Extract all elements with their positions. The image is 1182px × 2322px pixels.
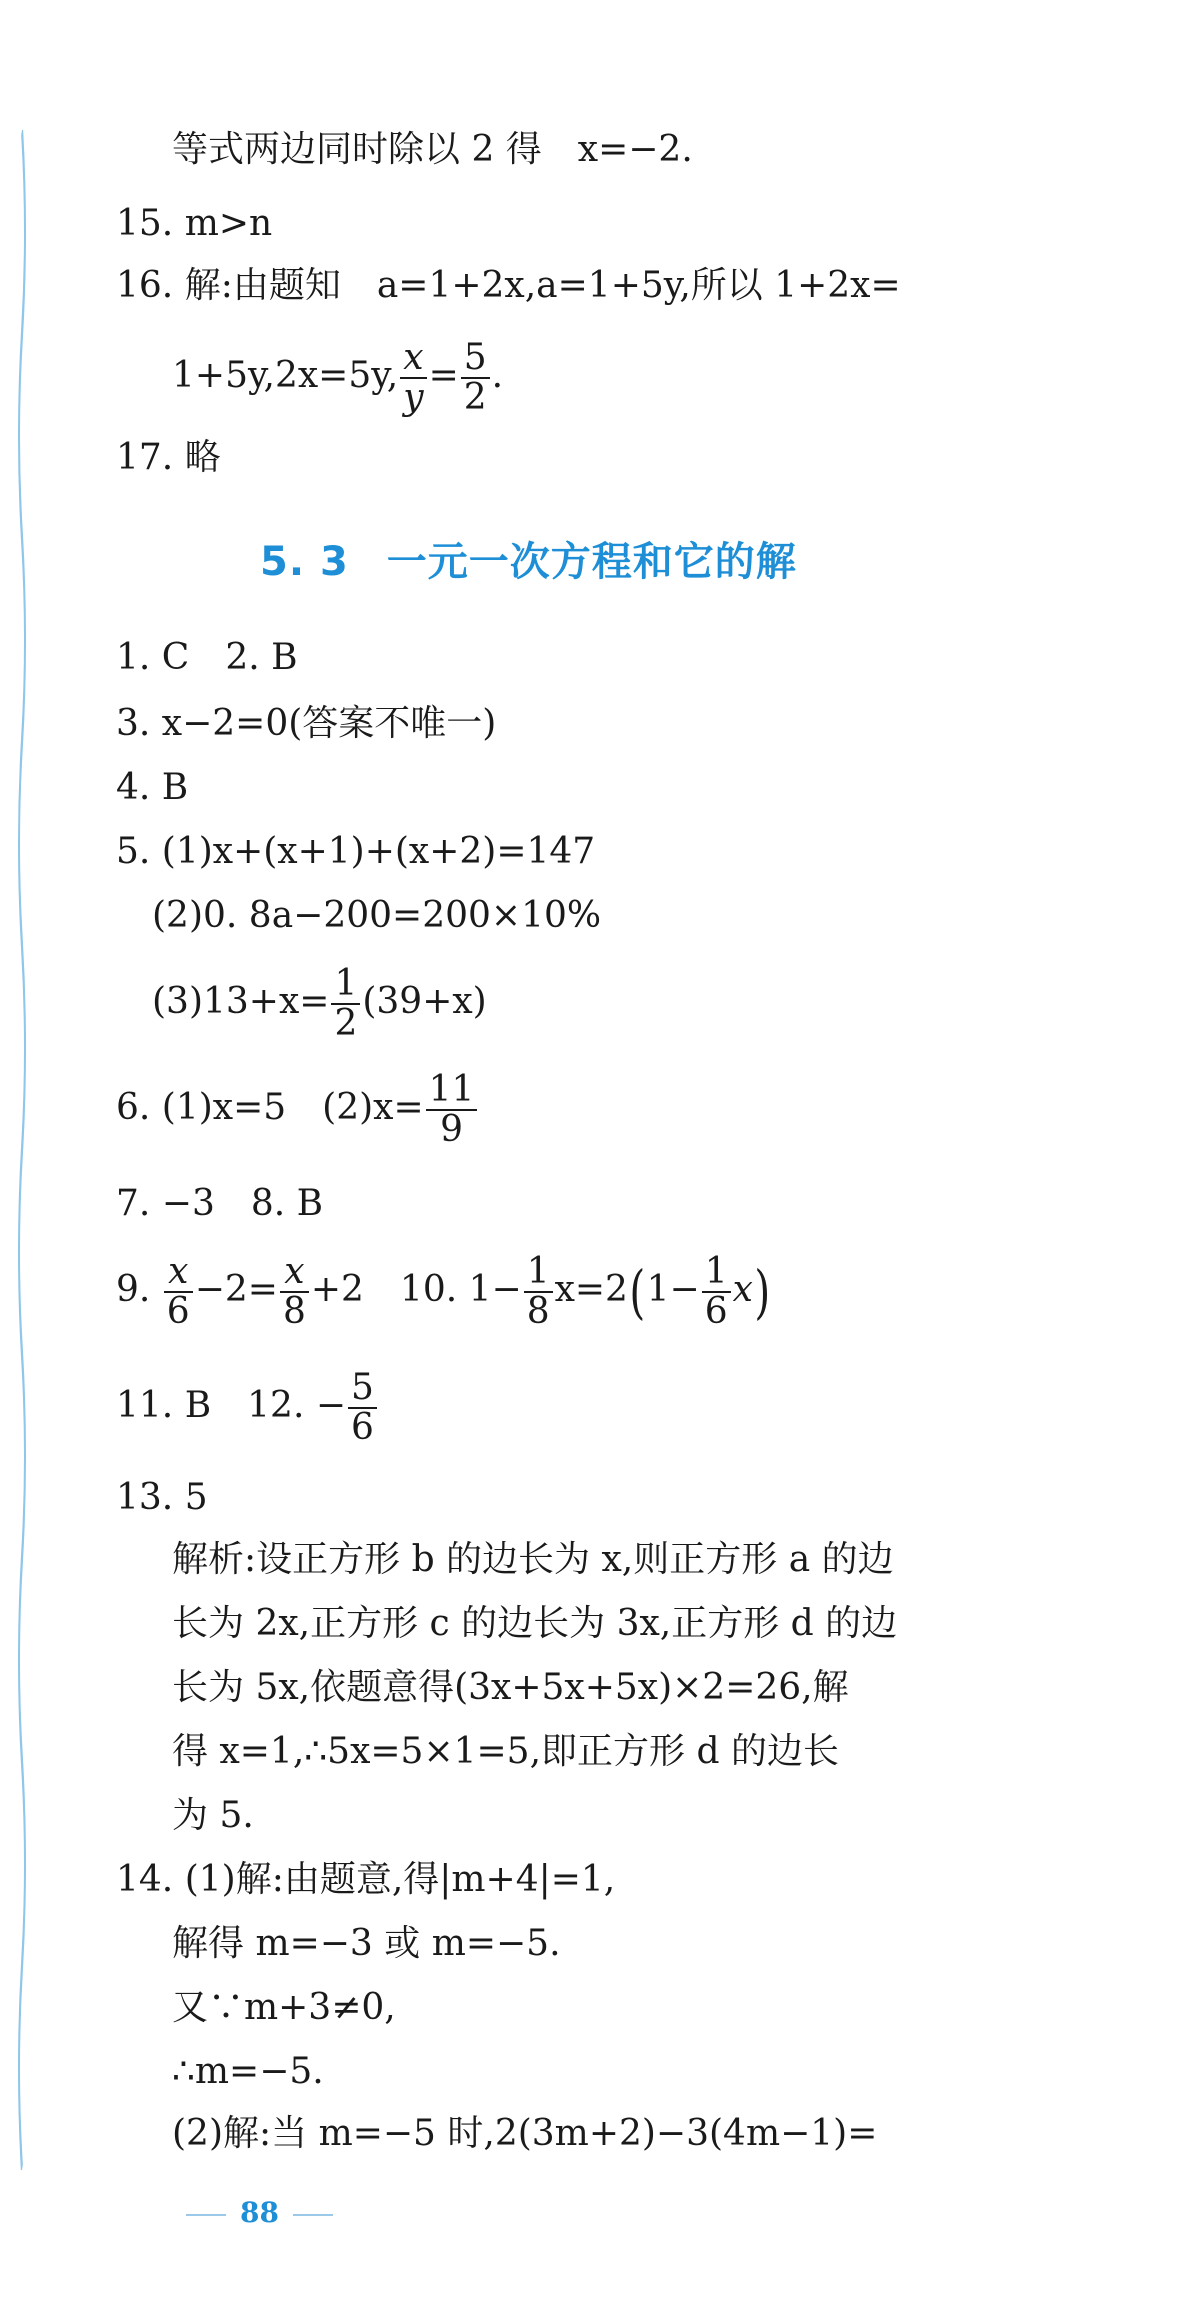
fraction-numerator: x [280, 1253, 309, 1293]
answer-14-3: 又∵m+3≠0, [172, 1987, 396, 2028]
fraction [331, 965, 360, 1043]
footer-dash-left [186, 2214, 226, 2216]
big-paren-left: ( [629, 1258, 646, 1326]
explanation-line-3: 长为 5x,依题意得(3x+5x+5x)×2=26,解 [172, 1667, 849, 1708]
fraction [164, 1253, 193, 1331]
answer-14-5: (2)解:当 m=−5 时,2(3m+2)−3(4m−1)= [172, 2113, 878, 2154]
answer-15: 15. m>n [116, 203, 273, 244]
answer-14-2: 解得 m=−3 或 m=−5. [172, 1923, 561, 1964]
answer-6 [116, 1062, 479, 1154]
answer-17: 17. 略 [116, 437, 221, 478]
footer-dash-right [293, 2214, 333, 2216]
fraction [426, 1071, 478, 1149]
fraction [400, 339, 426, 417]
fraction-denominator: 9 [440, 1109, 463, 1150]
big-paren-right: ) [754, 1258, 771, 1326]
fraction-denominator: 2 [334, 1003, 358, 1044]
fraction-denominator: 6 [351, 1407, 374, 1448]
fraction-numerator: 5 [348, 1369, 377, 1409]
answer-5-3 [152, 956, 487, 1048]
explanation-line-4: 得 x=1,∴5x=5×1=5,即正方形 d 的边长 [172, 1731, 839, 1772]
answer-5-2: (2)0. 8a−200=200×10% [152, 895, 602, 936]
binding-decoration [14, 130, 30, 2170]
page-number: 88 [240, 2196, 279, 2229]
fraction-numerator: x [164, 1253, 193, 1293]
text-segment: 1− [646, 1269, 700, 1310]
text-segment: x [732, 1269, 753, 1310]
text-segment: 11. B 12. − [116, 1385, 347, 1426]
fraction-numerator: 5 [461, 339, 490, 379]
answer-13: 13. 5 [116, 1477, 208, 1518]
fraction-numerator: 1 [331, 965, 360, 1005]
fraction [461, 339, 490, 417]
fraction-numerator: x [400, 339, 426, 379]
answer-7-8: 7. −3 8. B [116, 1183, 324, 1224]
text-segment: = [428, 355, 459, 396]
answer-1-2: 1. C 2. B [116, 637, 298, 678]
answer-9-10 [116, 1244, 772, 1336]
fraction-denominator: 6 [704, 1291, 728, 1332]
answer-5-1: 5. (1)x+(x+1)+(x+2)=147 [116, 831, 596, 872]
text-segment: 1+5y,2x=5y, [172, 355, 399, 396]
fraction [348, 1369, 377, 1447]
section-heading [260, 530, 797, 587]
answer-14-4: ∴m=−5. [172, 2051, 324, 2092]
text-segment: 6. (1)x=5 (2)x= [116, 1087, 424, 1128]
explanation-line-2: 长为 2x,正方形 c 的边长为 3x,正方形 d 的边 [172, 1603, 898, 1644]
section-number: 5. 3 [260, 539, 349, 585]
fraction-numerator: 11 [426, 1071, 478, 1111]
line-divide: 等式两边同时除以 2 得 x=−2. [172, 129, 693, 170]
fraction-denominator: 2 [463, 377, 487, 418]
fraction [702, 1253, 731, 1331]
fraction-numerator: 1 [524, 1253, 553, 1293]
text-segment: +2 10. 1− [310, 1269, 522, 1310]
text-segment: 9. [116, 1269, 162, 1310]
answer-16-line1: 16. 解:由题知 a=1+2x,a=1+5y,所以 1+2x= [116, 265, 901, 306]
fraction [524, 1253, 553, 1331]
text-segment: (3)13+x= [152, 981, 330, 1022]
fraction-denominator: 6 [166, 1291, 190, 1332]
answer-4: 4. B [116, 767, 189, 808]
fraction-denominator: y [403, 377, 424, 418]
explanation-line-5: 为 5. [172, 1795, 254, 1836]
section-title: 一元一次方程和它的解 [386, 539, 797, 585]
text-segment: (39+x) [362, 981, 487, 1022]
explanation-line-1: 解析:设正方形 b 的边长为 x,则正方形 a 的边 [172, 1539, 894, 1580]
fraction-numerator: 1 [702, 1253, 731, 1293]
answer-11-12 [116, 1360, 379, 1452]
answer-3: 3. x−2=0(答案不唯一) [116, 703, 497, 744]
fraction-denominator: 8 [282, 1291, 306, 1332]
fraction-denominator: 8 [526, 1291, 550, 1332]
text-segment: . [491, 355, 504, 396]
answer-16-line2 [172, 330, 503, 422]
text-segment: −2= [194, 1269, 278, 1310]
answer-14-1: 14. (1)解:由题意,得|m+4|=1, [116, 1859, 616, 1900]
fraction [280, 1253, 309, 1331]
page-footer [172, 2196, 347, 2229]
text-segment: x=2 [554, 1269, 628, 1310]
